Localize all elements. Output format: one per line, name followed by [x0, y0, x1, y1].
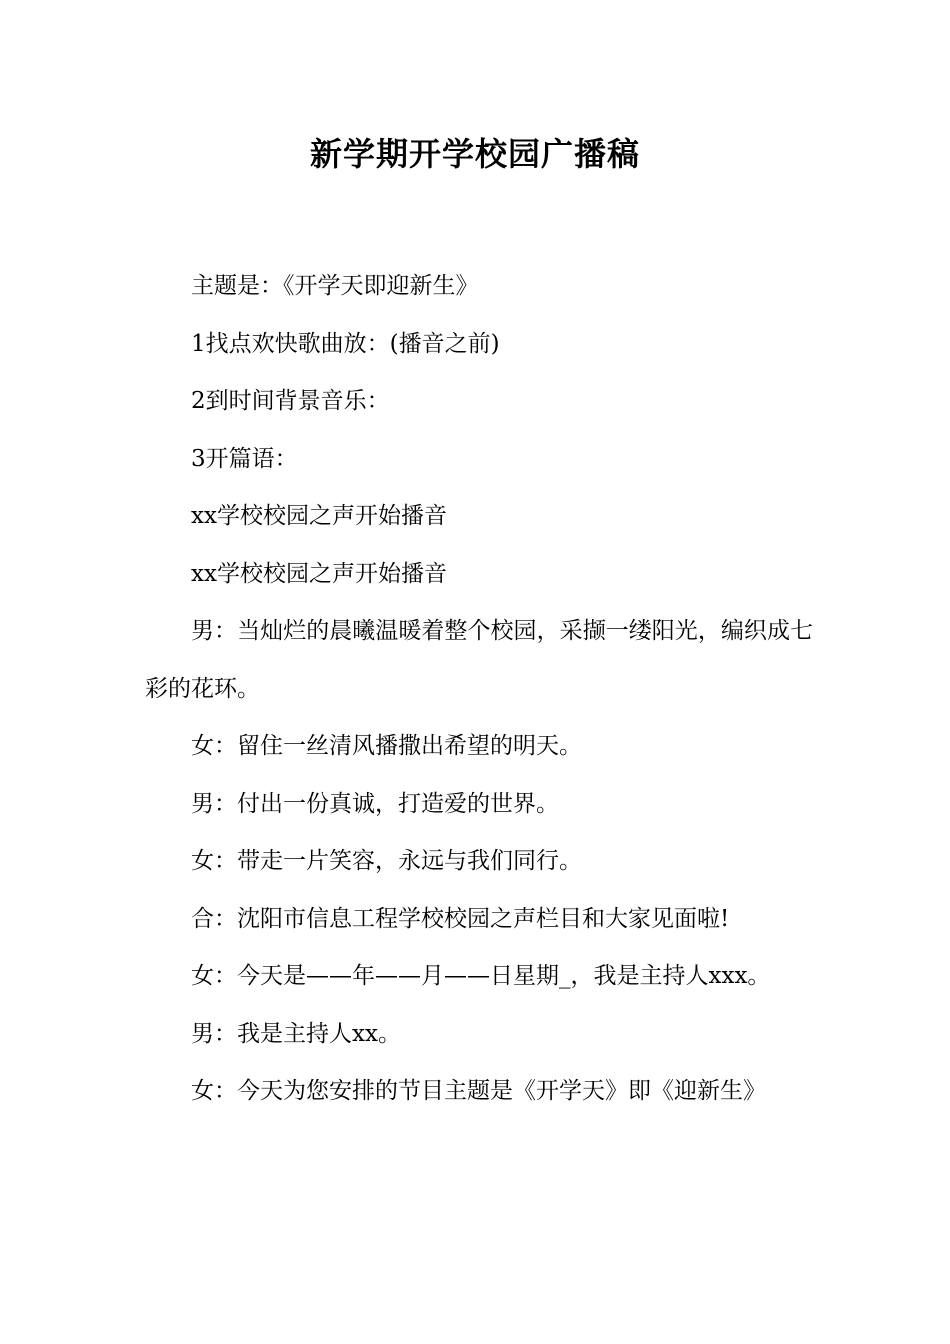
- paragraph-female-1: 女：留住一丝清风播撒出希望的明天。: [191, 733, 582, 759]
- document-body: [145, 258, 813, 1121]
- paragraph-female-4: 女：今天为您安排的节目主题是《开学天》即《迎新生》: [191, 1078, 766, 1104]
- paragraph-male-3: 男：我是主持人xx。: [191, 1020, 401, 1047]
- paragraph-step-1: 1找点欢快歌曲放：(播音之前): [191, 330, 500, 357]
- paragraph-step-3: 3开篇语：: [191, 445, 298, 472]
- paragraph-step-2: 2到时间背景音乐：: [191, 388, 390, 414]
- paragraph-male-2: 男：付出一份真诚，打造爱的世界。: [191, 790, 559, 817]
- paragraph-female-2: 女：带走一片笑容，永远与我们同行。: [191, 848, 582, 874]
- paragraph-female-3: 女：今天是——年——月——日星期_，我是主持人xxx。: [191, 963, 771, 989]
- document-title: 新学期开学校园广播稿: [309, 135, 640, 173]
- paragraph-opening-2: xx学校校园之声开始播音: [191, 560, 447, 587]
- paragraph-theme: 主题是：《开学天即迎新生》: [191, 273, 479, 299]
- paragraph-opening-1: xx学校校园之声开始播音: [191, 503, 447, 529]
- paragraph-together: 合：沈阳市信息工程学校校园之声栏目和大家见面啦!: [191, 905, 730, 932]
- paragraph-male-1: 男：当灿烂的晨曦温暖着整个校园，采撷一缕阳光，编织成七彩的花环。: [145, 618, 813, 702]
